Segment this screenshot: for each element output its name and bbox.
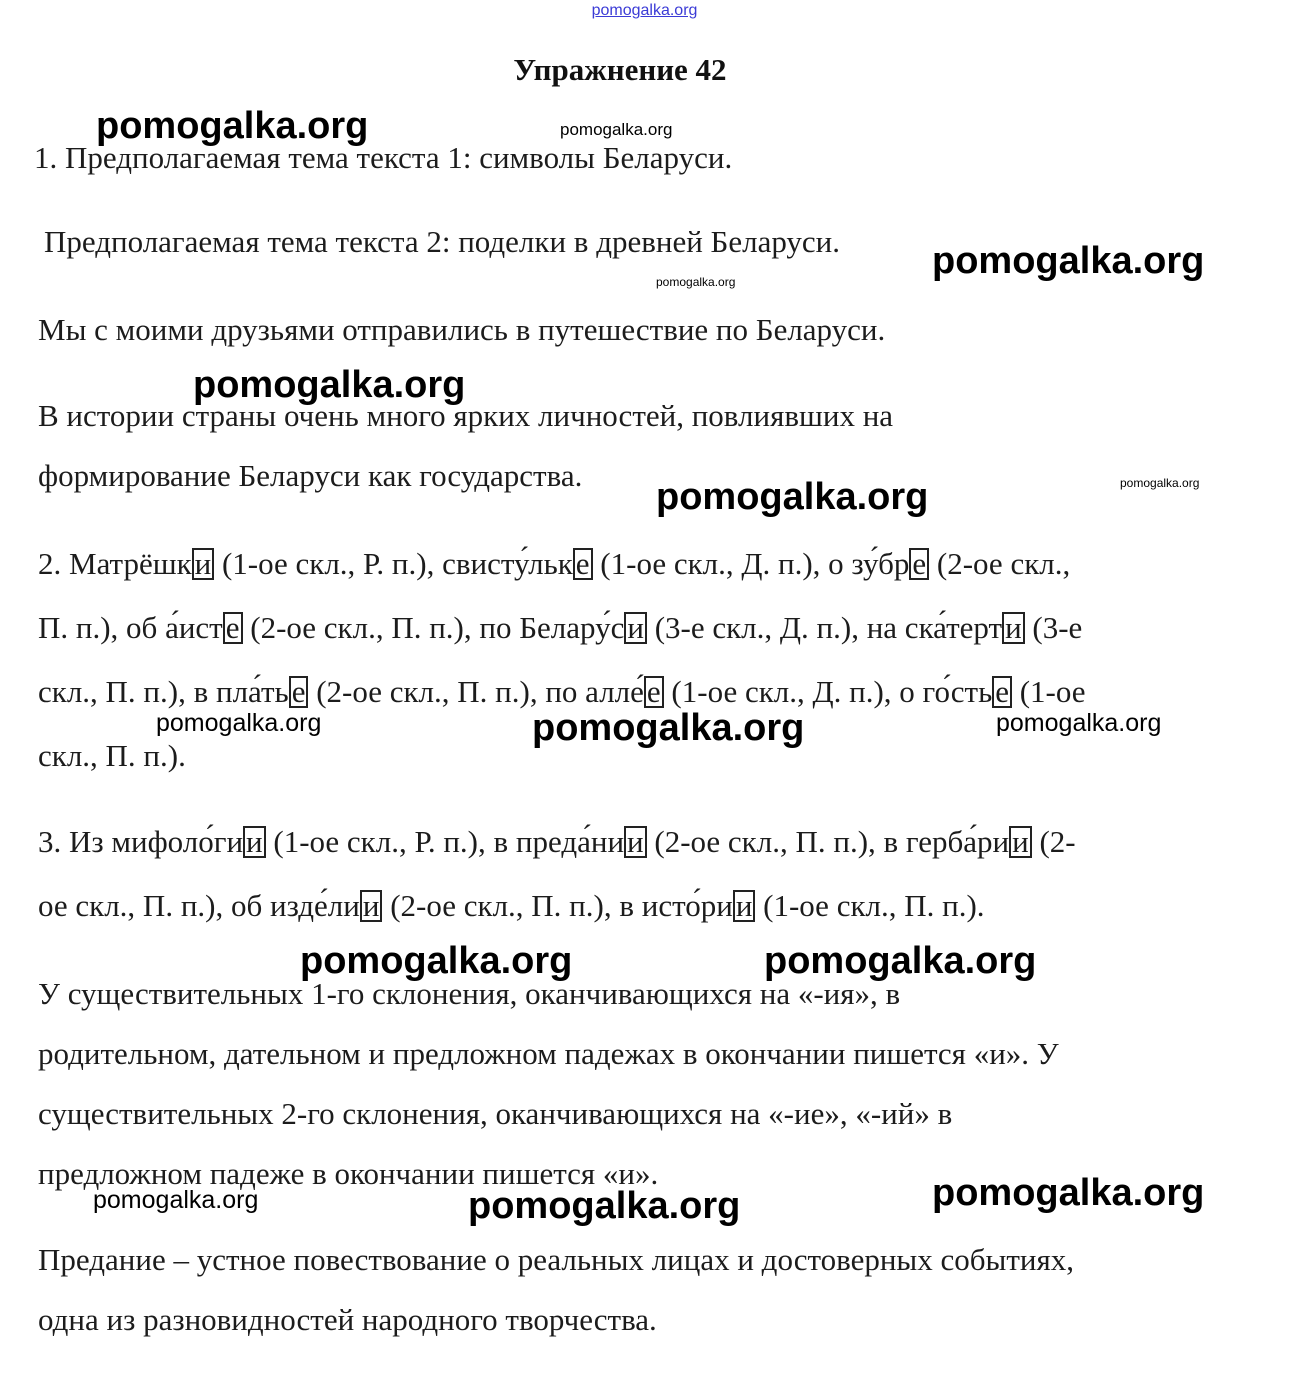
site-link[interactable]: pomogalka.org — [591, 2, 698, 19]
ending-box: и — [1002, 612, 1025, 644]
text-fragment: (2-ое скл., П. п.), по алле́ — [308, 674, 644, 709]
watermark: pomogalka.org — [300, 940, 573, 982]
text-fragment: (2-ое скл., — [929, 546, 1071, 581]
watermark: pomogalka.org — [96, 105, 369, 147]
watermark: pomogalka.org — [656, 476, 929, 518]
ending-box: и — [192, 548, 215, 580]
ending-box: е — [223, 612, 243, 644]
text-fragment: (1-ое скл., П. п.). — [755, 888, 985, 923]
text-fragment: (1-ое скл., Р. п.), в преда́ни — [265, 824, 625, 859]
definition-line-1: Предание – устное повествование о реальных лицах и достоверных событиях, — [38, 1242, 1075, 1277]
ending-box: и — [624, 612, 647, 644]
section3-line-2 — [38, 888, 985, 924]
watermark: pomogalka.org — [656, 275, 736, 289]
text-fragment: (1-ое — [1011, 674, 1086, 709]
paragraph-history-line-1: В истории страны очень много ярких личностей, повлиявших на — [38, 398, 894, 433]
ending-box: и — [624, 826, 647, 858]
watermark: pomogalka.org — [193, 364, 466, 406]
ending-box: е — [644, 676, 664, 708]
paragraph-theme-1: 1. Предполагаемая тема текста 1: символы Беларуси. — [34, 140, 733, 175]
rule-line-4: предложном падеже в окончании пишется «и». — [38, 1156, 659, 1191]
definition-line-2: одна из разновидностей народного творчества. — [38, 1302, 657, 1337]
ending-box: и — [360, 890, 383, 922]
rule-line-1: У существительных 1-го склонения, оканчивающихся на «-ия», в — [38, 976, 901, 1011]
text-fragment: (3-е — [1024, 610, 1083, 645]
text-fragment: (2- — [1031, 824, 1076, 859]
watermark: pomogalka.org — [1120, 476, 1200, 490]
text-fragment: 3. Из мифоло́ги — [38, 824, 244, 859]
watermark: pomogalka.org — [156, 709, 322, 737]
watermark: pomogalka.org — [532, 707, 805, 749]
text-fragment: скл., П. п.), в пла́ть — [38, 674, 289, 709]
ending-box: и — [243, 826, 266, 858]
watermark: pomogalka.org — [764, 940, 1037, 982]
section3-line-1 — [38, 824, 1076, 860]
ending-box: и — [1009, 826, 1032, 858]
paragraph-theme-2: Предполагаемая тема текста 2: поделки в древней Беларуси. — [44, 224, 841, 259]
rule-line-2: родительном, дательном и предложном падежах в окончании пишется «и». У — [38, 1036, 1059, 1071]
watermark: pomogalka.org — [93, 1186, 259, 1214]
paragraph-journey: Мы с моими друзьями отправились в путешествие по Беларуси. — [38, 312, 886, 347]
section2-line-2 — [38, 610, 1082, 646]
paragraph-history-line-2: формирование Беларуси как государства. — [38, 458, 583, 493]
ending-box: е — [909, 548, 929, 580]
text-fragment: 2. Матрёшк — [38, 546, 192, 581]
watermark: pomogalka.org — [468, 1185, 741, 1227]
page-title: Упражнение 42 — [513, 52, 727, 87]
text-fragment: (1-ое скл., Р. п.), свисту́льк — [214, 546, 573, 581]
ending-box: е — [992, 676, 1012, 708]
text-fragment: П. п.), об а́ист — [38, 610, 223, 645]
text-fragment: (2-ое скл., П. п.), по Белару́с — [242, 610, 625, 645]
watermark: pomogalka.org — [560, 120, 673, 139]
watermark: pomogalka.org — [932, 1172, 1205, 1214]
text-fragment: (1-ое скл., Д. п.), о го́сть — [663, 674, 993, 709]
text-fragment: (2-ое скл., П. п.), в исто́ри — [382, 888, 733, 923]
text-fragment: (2-ое скл., П. п.), в герба́ри — [646, 824, 1010, 859]
section2-line-4: скл., П. п.). — [38, 738, 186, 773]
ending-box: и — [733, 890, 756, 922]
ending-box: е — [289, 676, 309, 708]
watermark: pomogalka.org — [932, 240, 1205, 282]
text-fragment: (1-ое скл., Д. п.), о зу́бр — [592, 546, 910, 581]
section2-line-3 — [38, 674, 1086, 710]
rule-line-3: существительных 2-го склонения, оканчивающихся на «-ие», «-ий» в — [38, 1096, 953, 1131]
section2-line-1 — [38, 546, 1070, 582]
watermark: pomogalka.org — [996, 709, 1162, 737]
text-fragment: (3-е скл., Д. п.), на ска́терт — [646, 610, 1003, 645]
text-fragment: ое скл., П. п.), об изде́ли — [38, 888, 360, 923]
ending-box: е — [573, 548, 593, 580]
